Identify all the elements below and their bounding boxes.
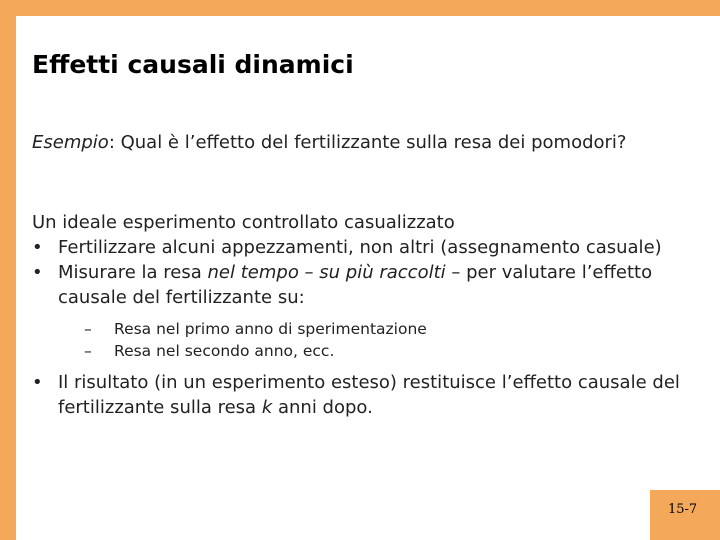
bullet-italic-text: su più raccolti [319,262,446,283]
bullet-italic-text: k [261,397,273,418]
bullet-list [32,235,712,420]
bullet-dot-icon: • [32,372,43,393]
bullet-italic-text: nel tempo [207,262,299,283]
bullet-text-part: – [298,262,320,283]
sub-bullet-list [58,318,712,362]
bullet-item [32,235,712,260]
example-label: Esempio [32,132,109,153]
bullet-text-part: Misurare la resa [58,262,208,283]
bullet-item [32,370,712,420]
sub-bullet-text: Resa nel primo anno di sperimentazione [114,320,427,338]
bullet-item [32,260,712,362]
bullet-text-part: anni dopo. [272,397,373,418]
sub-bullet-item [58,318,712,340]
intro-text: Un ideale esperimento controllato casualizzato [32,212,455,233]
dash-icon: – [84,320,92,338]
page-number-box [650,490,720,540]
page-number: 15-7 [668,502,698,517]
example-paragraph [32,130,692,155]
bullet-dot-icon: • [32,237,43,258]
slide [16,16,720,540]
bullet-text-part: – per valutare l’effetto causale del fertilizzante su: [58,262,653,308]
bullet-text-part: Il risultato (in un esperimento esteso) restituisce l’effetto causale del fertilizzante sulla resa [58,372,680,418]
dash-icon: – [84,342,92,360]
example-text: : Qual è l’effetto del fertilizzante sulla resa dei pomodori? [108,132,627,153]
bullet-dot-icon: • [32,262,43,283]
slide-title: Effetti causali dinamici [32,50,354,79]
sub-bullet-item [58,340,712,362]
sub-bullet-text: Resa nel secondo anno, ecc. [114,342,335,360]
bullet-text: Fertilizzare alcuni appezzamenti, non altri (assegnamento casuale) [58,237,662,258]
